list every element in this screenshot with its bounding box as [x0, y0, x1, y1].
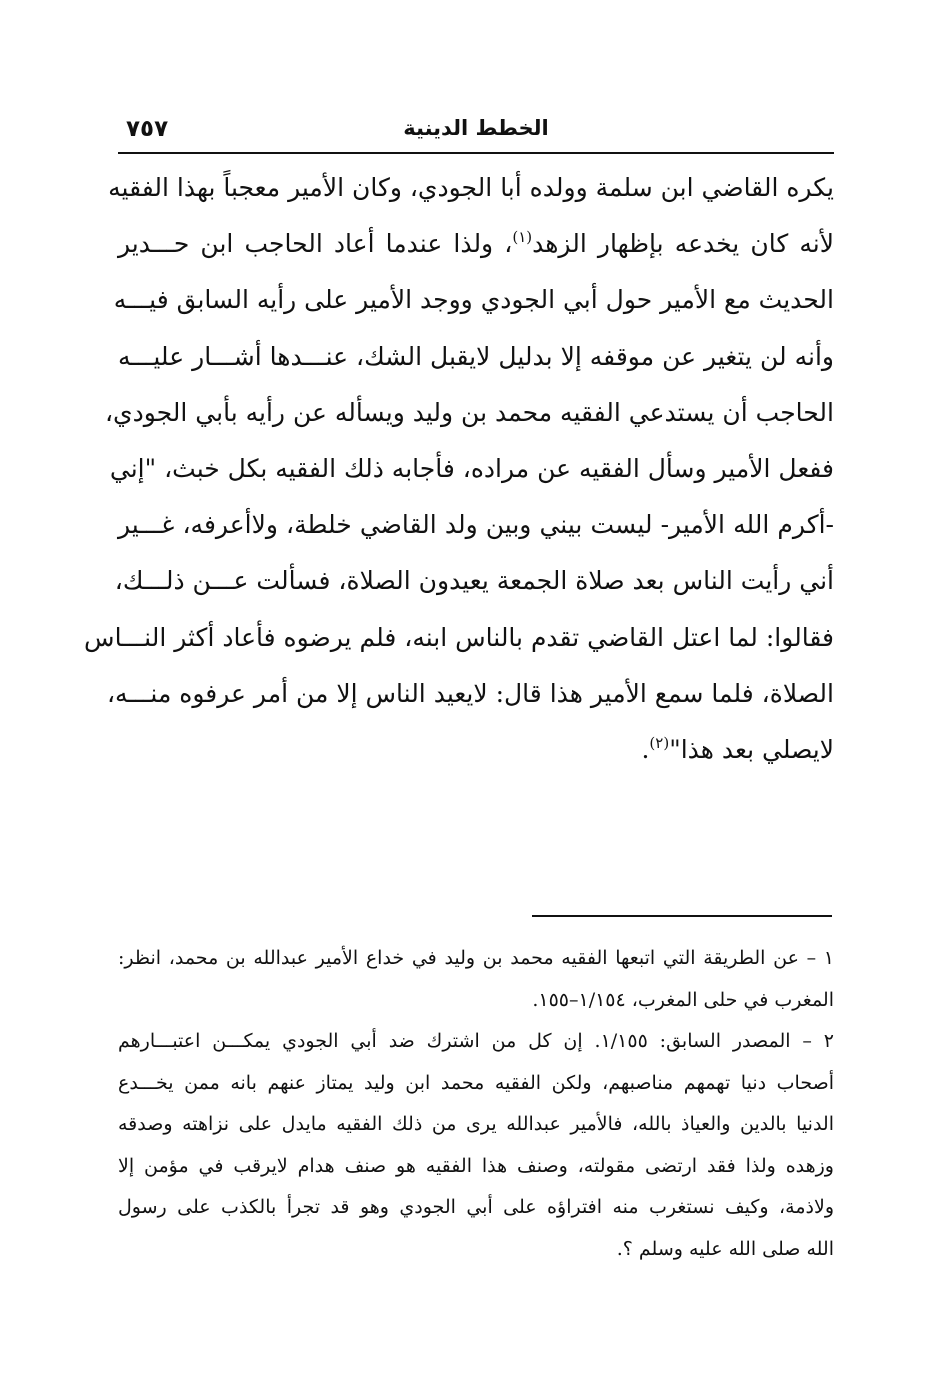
- page-number: ٧٥٧: [126, 116, 169, 142]
- footnote-line: ولاذمة، وكيف نستغرب منه افتراؤه على أبي الجودي وهو قد تجرأ بالكذب على رسول: [118, 1196, 834, 1218]
- text-line: أني رأيت الناس بعد صلاة الجمعة يعيدون الصلاة، فسألت عـــن ذلـــك،: [114, 566, 834, 596]
- text-line: [118, 216, 834, 272]
- footnote-line: ٢ – المصدر السابق: ١/١٥٥. إن كل من اشترك ضد أبي الجودي يمكـــن اعتبـــارهم: [118, 1030, 835, 1052]
- footnote-line: المغرب في حلى المغرب، ١/١٥٤–١٥٥.: [532, 988, 834, 1011]
- footnote-line: ١ – عن الطريقة التي اتبعها الفقيه محمد بن وليد في خداع الأمير عبدالله بن محمد، انظر:: [118, 947, 834, 969]
- running-title: الخطط الدينية: [403, 116, 549, 140]
- page-header: [118, 112, 834, 152]
- text-line: ففعل الأمير وسأل الفقيه عن مراده، فأجابه ذلك الفقيه بكل خبث، "إني: [109, 453, 834, 483]
- text-line-tail: .: [641, 734, 650, 764]
- text-line: يكره القاضي ابن سلمة وولده أبا الجودي، وكان الأمير معجباً بهذا الفقيه: [108, 173, 834, 202]
- header-rule: [118, 152, 834, 154]
- footnote-line: الدنيا بالدين والعياذ بالله، فالأمير عبدالله يرى من ذلك الفقيه مايدل على نزاهته وصدقه: [118, 1113, 834, 1135]
- text-line: وأنه لن يتغير عن موقفه إلا بدليل لايقبل الشك، عنـــدها أشـــار عليـــه: [118, 341, 834, 371]
- text-line-head: لأنه كان يخدعه بإظهار الزهد: [532, 229, 834, 259]
- footnote-rule: [532, 915, 832, 917]
- text-line-tail: ، ولذا عندما أعاد الحاجب ابن حـــدير: [118, 229, 513, 259]
- footnote-ref: (٢): [649, 733, 670, 752]
- main-text: [84, 160, 834, 778]
- footnote-ref: (١): [512, 228, 533, 247]
- text-line: -أكرم الله الأمير- ليست بيني وبين ولد القاضي خلطة، ولاأعرفه، غـــير: [118, 510, 834, 540]
- text-line: [118, 722, 834, 778]
- text-line: الصلاة، فلما سمع الأمير هذا قال: لايعيد الناس إلا من أمر عرفوه منـــه،: [106, 678, 834, 708]
- footnote-line: أصحاب دنيا تهمهم مناصبهم، ولكن الفقيه محمد ابن وليد يمتاز عنهم بانه ممن يخـــدع: [118, 1071, 834, 1094]
- footnote-line: الله صلى الله عليه وسلم ؟.: [616, 1237, 834, 1260]
- footnote-line: وزهده ولذا فقد ارتضى مقولته، وصنف هذا الفقيه هو صنف هدام لايرقب في مؤمن إلا: [118, 1154, 834, 1177]
- text-line: فقالوا: لما اعتل القاضي تقدم بالناس ابنه، فلم يرضوه فأعاد أكثر النـــاس: [84, 622, 834, 652]
- footnotes: [118, 938, 834, 1270]
- text-line: الحاجب أن يستدعي الفقيه محمد بن وليد ويسأله عن رأيه بأبي الجودي،: [104, 397, 834, 427]
- text-line-head: لايصلي بعد هذا": [669, 734, 834, 764]
- text-line: الحديث مع الأمير حول أبي الجودي ووجد الأمير على رأيه السابق فيـــه: [113, 285, 834, 315]
